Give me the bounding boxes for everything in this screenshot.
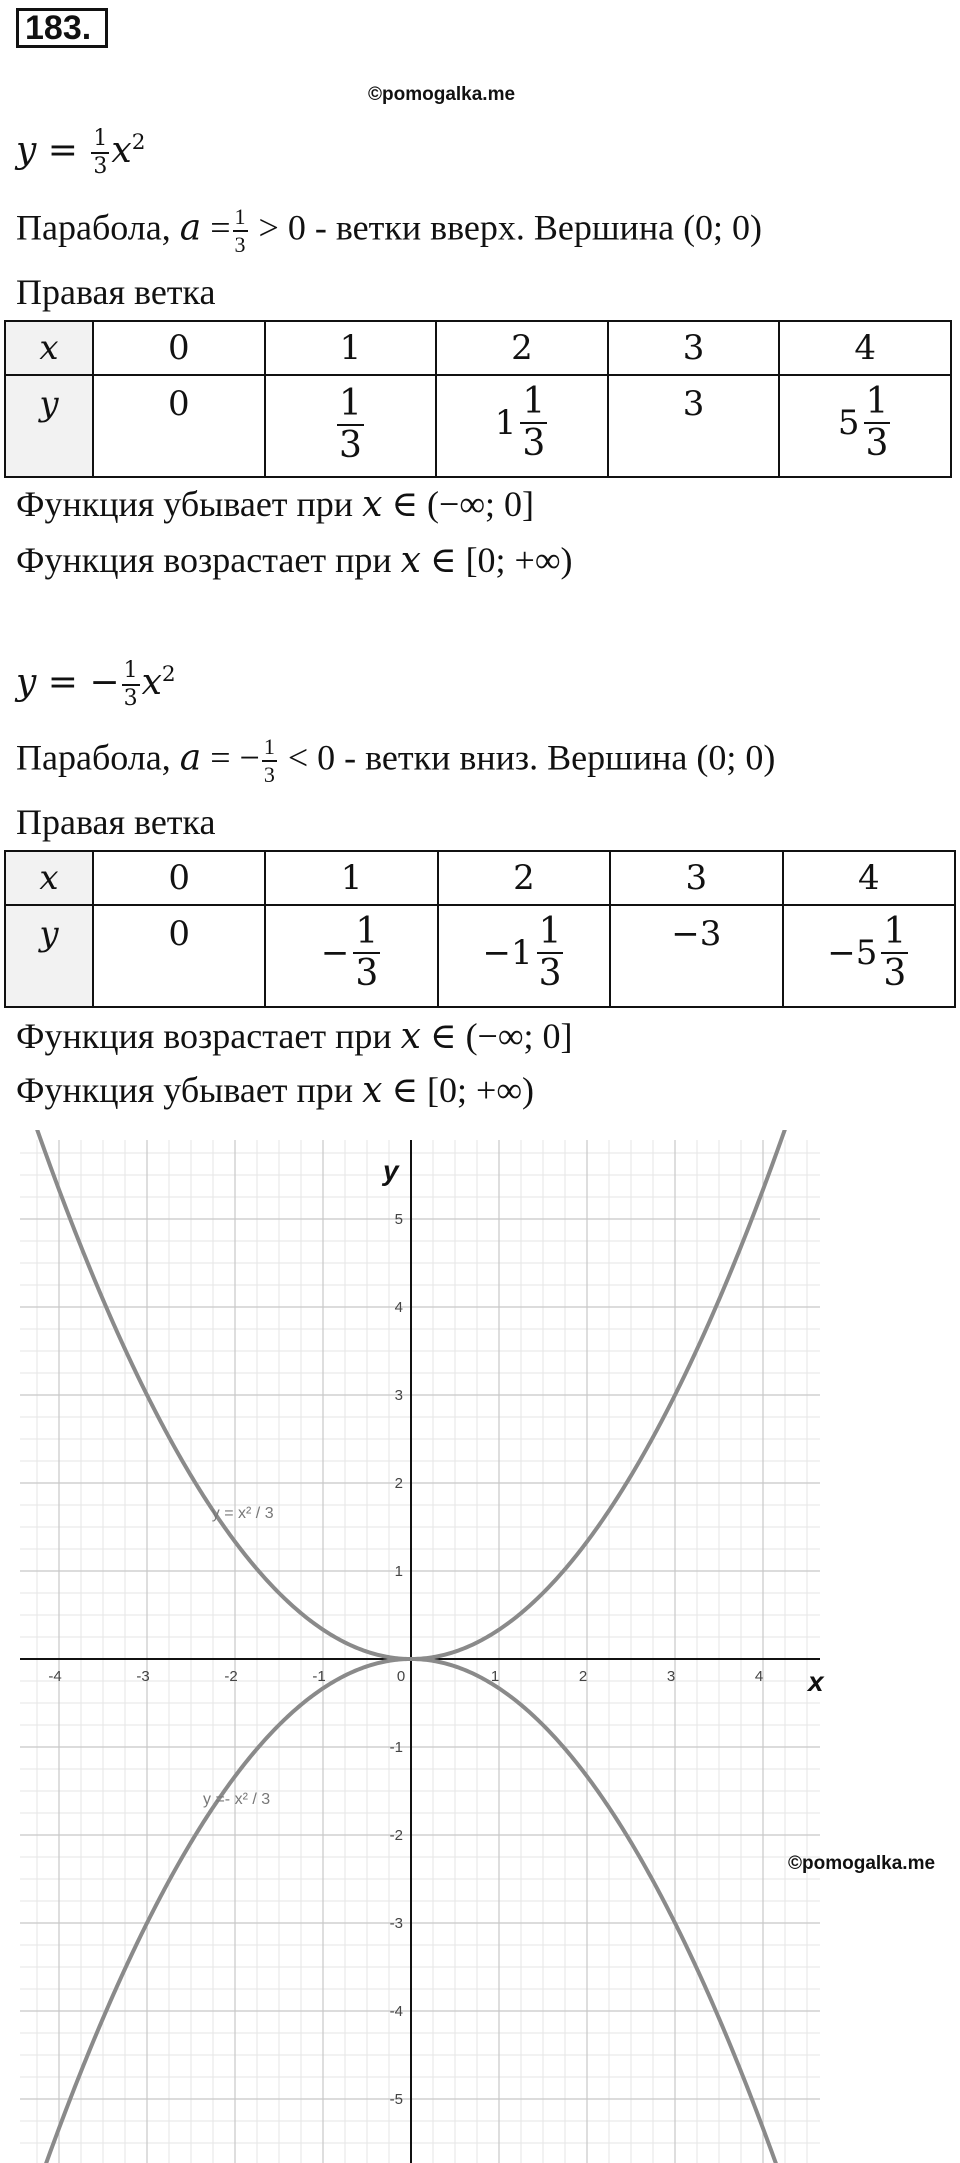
table-row-x xyxy=(5,851,955,905)
whole-part: −1 xyxy=(482,933,533,973)
monotonic-line-1a: Функция убывает при x ∈ (−∞; 0] xyxy=(16,484,534,525)
table-header-x: x xyxy=(5,321,93,375)
y-tick-label: -4 xyxy=(389,2003,403,2020)
whole-part: 1 xyxy=(494,403,517,443)
table-row-y xyxy=(5,905,955,1007)
x-tick-label: 2 xyxy=(578,1668,588,1685)
whole-part: 0 xyxy=(167,384,190,424)
table-header-y: y xyxy=(5,905,93,1007)
table-header-x: x xyxy=(5,851,93,905)
y-axis-label: y xyxy=(383,1155,399,1186)
fraction: $\frac{1}{3}$ xyxy=(338,383,362,466)
table-cell xyxy=(265,905,437,1007)
table-cell: 4 xyxy=(779,321,951,375)
fraction: $\frac{1}{3}$ xyxy=(522,381,546,464)
table-cell: 1 xyxy=(265,851,437,905)
table-cell xyxy=(93,905,265,1007)
y-tick-label: 4 xyxy=(394,1299,403,1316)
x-axis-label: x xyxy=(808,1666,824,1697)
monotonic-line-1b: Функция возрастает при x ∈ [0; +∞) xyxy=(16,540,573,581)
y-value xyxy=(168,914,190,954)
fraction: $\frac{1}{3}$ xyxy=(355,911,379,994)
y-value xyxy=(837,381,893,464)
equation-2: y = − $\frac{1}{3}$ $x^2$ xyxy=(16,658,176,711)
monotonic-line-2a: Функция возрастает при x ∈ (−∞; 0] xyxy=(16,1016,573,1057)
y-value xyxy=(683,384,705,424)
y-tick-label: -1 xyxy=(389,1739,403,1756)
values-table-1 xyxy=(4,320,952,478)
parabola-line-1: Парабола, a = $\frac{1}{3}$ > 0 - ветки вверх. Вершина (0; 0) xyxy=(16,204,763,257)
parabola-graph xyxy=(0,1130,960,2163)
y-tick-label: -2 xyxy=(389,1827,403,1844)
table-cell xyxy=(438,905,610,1007)
table-cell xyxy=(93,375,265,477)
watermark-top: ©pomogalka.me xyxy=(368,84,516,105)
table-cell: 2 xyxy=(436,321,608,375)
table-cell xyxy=(436,375,608,477)
problem-number: 183. xyxy=(16,8,108,48)
table-cell: 0 xyxy=(93,321,265,375)
x-tick-label: 1 xyxy=(490,1668,500,1685)
y-value xyxy=(168,384,190,424)
y-value xyxy=(671,914,721,954)
branch-title-2: Правая ветка xyxy=(16,802,216,842)
series-label: y = x² / 3 xyxy=(211,1505,274,1523)
x-tick-label: -1 xyxy=(312,1668,326,1685)
monotonic-line-2b: Функция убывает при x ∈ [0; +∞) xyxy=(16,1070,534,1111)
table-header-y: y xyxy=(5,375,93,477)
y-tick-label: 3 xyxy=(394,1387,403,1404)
series-label: y =- x² / 3 xyxy=(203,1791,271,1809)
table-cell xyxy=(779,375,951,477)
fraction: $\frac{1}{3}$ xyxy=(883,911,907,994)
y-tick-label: 5 xyxy=(394,1211,403,1228)
y-value xyxy=(320,911,382,994)
whole-part: −5 xyxy=(827,933,878,973)
y-tick-label: -5 xyxy=(389,2091,403,2108)
table-cell xyxy=(783,905,955,1007)
y-tick-label: -3 xyxy=(389,1915,403,1932)
whole-part: − xyxy=(320,933,350,973)
x-tick-label: -4 xyxy=(48,1668,62,1685)
fraction: $\frac{1}{3}$ xyxy=(865,381,889,464)
table-row-y xyxy=(5,375,951,477)
parabola-line-2: Парабола, a = − $\frac{1}{3}$ < 0 - ветки вниз. Вершина (0; 0) xyxy=(16,734,776,787)
branch-title-1: Правая ветка xyxy=(16,272,216,312)
y-tick-label: 1 xyxy=(394,1563,403,1580)
watermark-bottom: ©pomogalka.me xyxy=(788,1853,936,1874)
table-cell xyxy=(265,375,437,477)
y-value xyxy=(482,911,565,994)
y-value xyxy=(494,381,550,464)
table-row-x xyxy=(5,321,951,375)
x-tick-label: -3 xyxy=(136,1668,150,1685)
fraction: $\frac{1}{3}$ xyxy=(538,911,562,994)
equation-1: y = $\frac{1}{3}$ $x^2$ xyxy=(16,126,146,179)
table-cell: 2 xyxy=(438,851,610,905)
y-value xyxy=(827,911,910,994)
table-cell xyxy=(608,375,780,477)
whole-part: 0 xyxy=(168,914,191,954)
table-cell: 1 xyxy=(265,321,437,375)
whole-part: 3 xyxy=(682,384,705,424)
table-cell: 4 xyxy=(783,851,955,905)
x-tick-label: 4 xyxy=(754,1668,764,1685)
table-cell xyxy=(610,905,782,1007)
table-cell: 3 xyxy=(608,321,780,375)
table-cell: 0 xyxy=(93,851,265,905)
x-tick-label: 0 xyxy=(396,1668,406,1685)
y-tick-label: 2 xyxy=(394,1475,403,1492)
whole-part: 5 xyxy=(837,403,860,443)
whole-part: −3 xyxy=(671,914,722,954)
x-tick-label: 3 xyxy=(666,1668,676,1685)
x-tick-label: -2 xyxy=(224,1668,238,1685)
y-value xyxy=(335,383,366,466)
table-cell: 3 xyxy=(610,851,782,905)
values-table-2 xyxy=(4,850,956,1008)
